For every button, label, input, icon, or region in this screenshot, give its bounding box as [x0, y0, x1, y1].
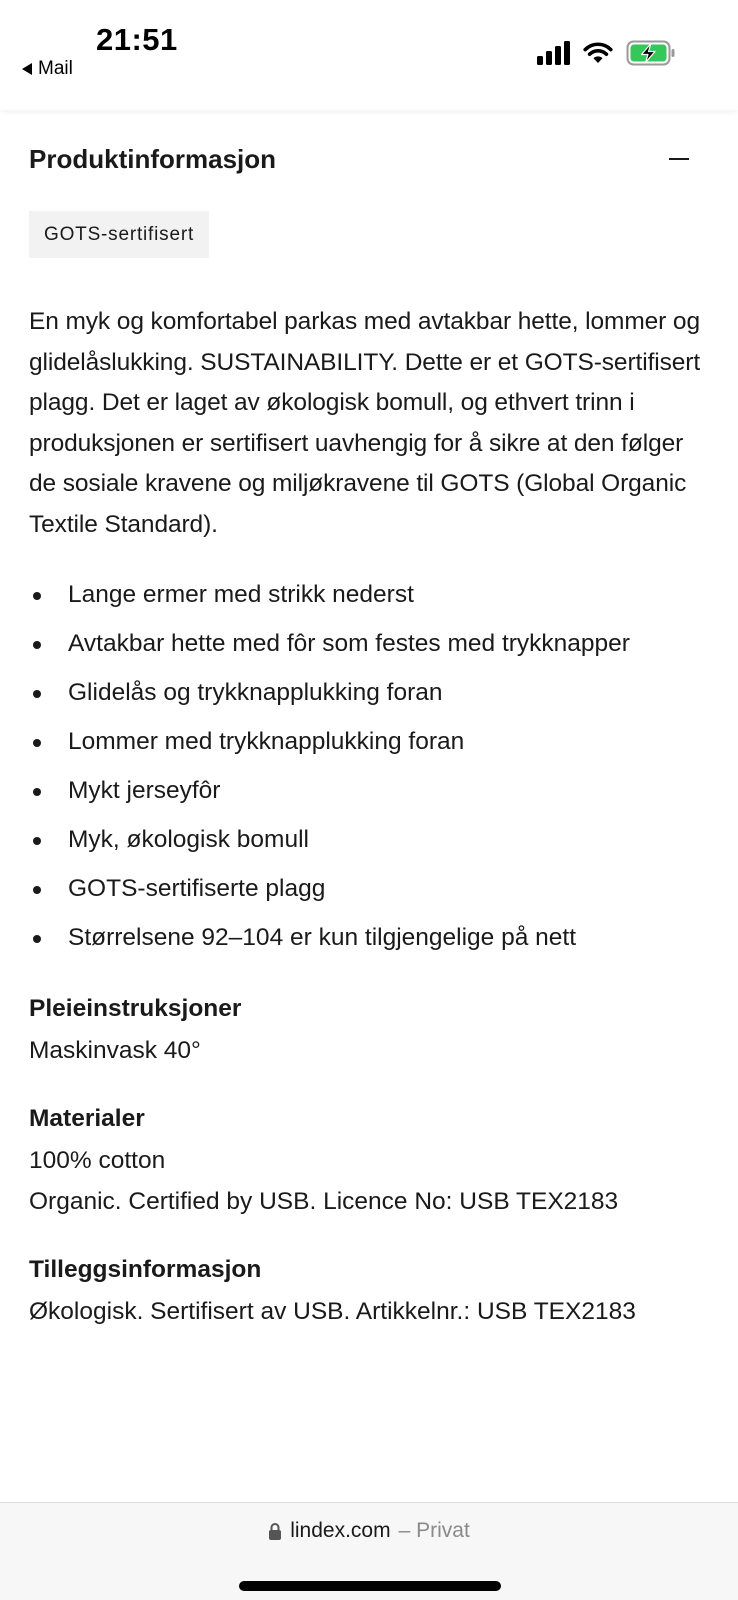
product-info-panel [29, 110, 709, 1333]
home-indicator[interactable] [239, 1581, 501, 1591]
status-time: 21:51 [96, 22, 178, 57]
back-to-mail-button[interactable] [22, 58, 73, 80]
list-item: GOTS-sertifiserte plagg [29, 869, 709, 910]
back-label: Mail [38, 58, 73, 79]
additional-text: Økologisk. Sertifisert av USB. Artikkelnr.: USB TEX2183 [29, 1298, 636, 1325]
care-heading: Pleieinstruksjoner [29, 994, 242, 1022]
section-title: Produktinformasjon [29, 143, 277, 174]
minus-icon[interactable] [669, 158, 689, 160]
list-item: Avtakbar hette med fôr som festes med trykknapper [29, 624, 709, 665]
status-bar [0, 0, 738, 110]
materials-line-1: 100% cotton [29, 1147, 166, 1174]
additional-heading: Tilleggsinformasjon [29, 1256, 262, 1283]
cellular-signal-icon [537, 41, 570, 65]
battery-charging-icon [626, 40, 676, 66]
list-item: Glidelås og trykknapplukking foran [29, 673, 709, 714]
certification-badge: GOTS-sertifisert [29, 211, 209, 258]
list-item: Lange ermer med strikk nederst [29, 575, 709, 616]
lock-icon [268, 1522, 282, 1541]
url-domain: lindex.com [290, 1519, 391, 1542]
product-description: En myk og komfortabel parkas med avtakbar hette, lommer og glidelåslukking. SUSTAINABILITY. Dette er et GOTS-sertifisert plagg. Det er laget av økologisk bomull, og ethvert trinn i produksjonen er sertifisert uavhengig for å sikre at den følger de sosiale kravene og miljøkravene til GOTS (Global Organic Textile Standard). [29, 308, 701, 538]
back-arrow-icon [22, 63, 32, 75]
url-display[interactable] [0, 1519, 738, 1543]
list-item: Størrelsene 92–104 er kun tilgjengelige på nett [29, 918, 709, 959]
list-item: Myk, økologisk bomull [29, 820, 709, 861]
materials [29, 1101, 709, 1222]
list-item: Mykt jerseyfôr [29, 771, 709, 812]
care-text: Maskinvask 40° [29, 1036, 201, 1064]
materials-heading: Materialer [29, 1105, 145, 1132]
materials-line-2: Organic. Certified by USB. Licence No: USB TEX2183 [29, 1187, 619, 1215]
private-mode-label: – Privat [398, 1519, 470, 1542]
status-icons [537, 40, 676, 66]
feature-list [29, 575, 709, 959]
care-instructions [29, 991, 709, 1072]
list-item: Lommer med trykknapplukking foran [29, 722, 709, 763]
product-info-header[interactable] [29, 110, 709, 210]
additional-info [29, 1252, 709, 1333]
browser-address-bar[interactable] [0, 1502, 738, 1600]
wifi-icon [582, 41, 614, 65]
